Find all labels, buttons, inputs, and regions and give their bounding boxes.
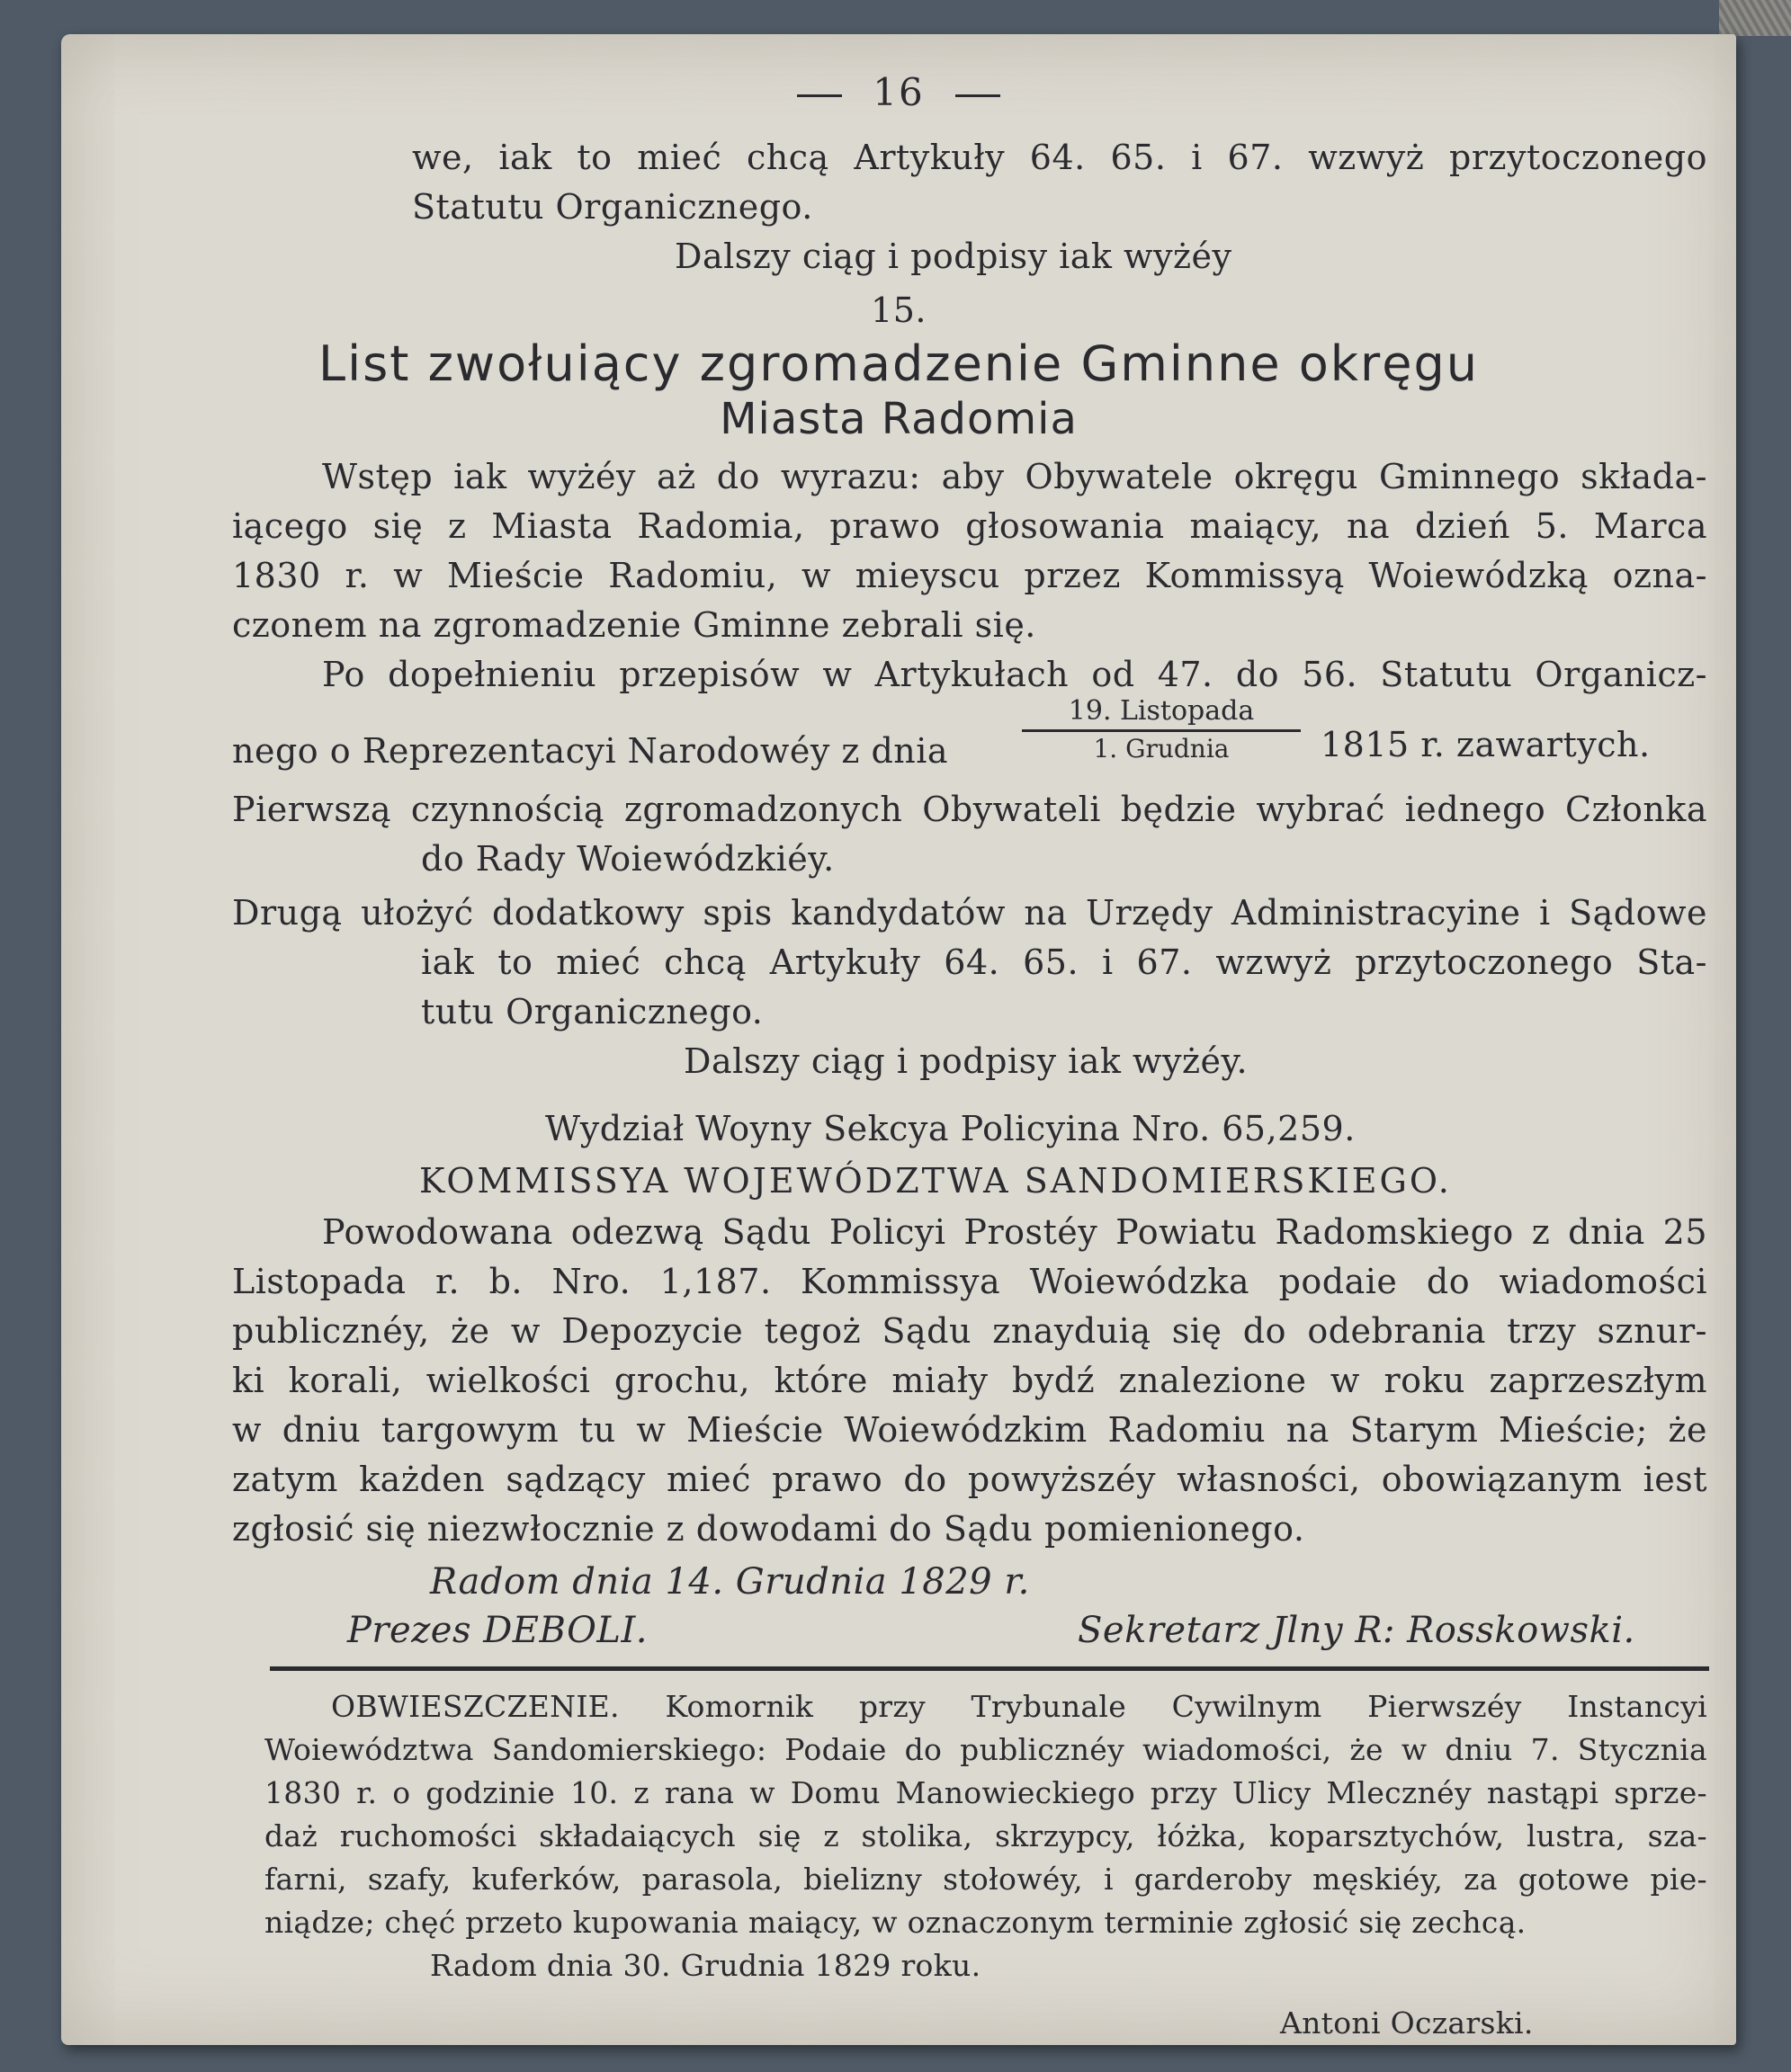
section-number: 15. (871, 290, 927, 330)
text-line: tutu Organicznego. (421, 992, 764, 1032)
text-line: Dalszy ciąg i podpisy iak wyżéy (675, 237, 1232, 276)
text-line: zgłosić się niezwłocznie z dowodami do Sądu pomienionego. (232, 1509, 1305, 1549)
fraction-bar (1022, 729, 1301, 732)
text-line: zatym każden sądzący mieć prawo do powyższéy własności, obowiązanym iest (232, 1460, 1707, 1499)
text-line: 1830 r. w Mieście Radomiu, w mieyscu przez Kommissyą Woiewódzką ozna- (232, 556, 1707, 595)
binding-thread (1719, 0, 1791, 36)
separator-rule (270, 1666, 1709, 1671)
text-line: czonem na zgromadzenie Gminne zebrali się. (232, 605, 1036, 645)
announcement-date: Radom dnia 30. Grudnia 1829 roku. (430, 1948, 981, 1983)
commission-heading: KOMMISSYA WOJEWÓDZTWA SANDOMIERSKIEGO. (419, 1161, 1452, 1201)
text-line: nego o Reprezentacyi Narodowéy z dnia (232, 731, 949, 771)
text-line: Dalszy ciąg i podpisy iak wyżéy. (684, 1041, 1249, 1081)
announcement-signature: Antoni Oczarski. (1280, 2005, 1534, 2041)
secretary-signature: Sekretarz Jlny R: Rosskowski. (1078, 1610, 1635, 1651)
text-line: iącego się z Miasta Radomia, prawo głosowania maiący, na dzień 5. Marca (232, 506, 1707, 546)
text-line: do Rady Woiewódzkiéy. (421, 839, 835, 879)
announcement-line: farni, szafy, kuferków, parasola, bielizny stołowéy, i garderoby męskiéy, za gotowe pie- (264, 1862, 1707, 1897)
president-signature: Prezes DEBOLI. (347, 1610, 648, 1651)
department-line: Wydział Woyny Sekcya Policyina Nro. 65,259. (545, 1109, 1356, 1148)
date-line: Radom dnia 14. Grudnia 1829 r. (430, 1561, 1030, 1603)
text-line: Listopada r. b. Nro. 1,187. Kommissya Woiewódzka podaie do wiadomości (232, 1262, 1707, 1301)
announcement-line: Woiewództwa Sandomierskiego: Podaie do publicznéy wiadomości, że w dniu 7. Stycznia (264, 1732, 1707, 1767)
fraction-numerator: 19. Listopada (1068, 695, 1255, 727)
text-line: publicznéy, że w Depozycie tegoż Sądu znayduią się do odebrania trzy sznur- (232, 1311, 1707, 1351)
announcement-line: OBWIESZCZENIE. Komornik przy Trybunale Cywilnym Pierwszéy Instancyi (331, 1689, 1707, 1724)
notice-title: List zwołuiący zgromadzenie Gminne okręgu (318, 335, 1479, 392)
text-line: Pierwszą czynnością zgromadzonych Obywateli będzie wybrać iednego Członka (232, 790, 1707, 829)
announcement-line: niądze; chęć przeto kupowania maiący, w oznaczonym terminie zgłosić się zechcą. (264, 1905, 1527, 1940)
text-line: Po dopełnieniu przepisów w Artykułach od 47. do 56. Statutu Organicz- (322, 655, 1707, 694)
announcement-line: daż ruchomości składaiących się z stolika, skrzypcy, łóżka, koparsztychów, lustra, sza- (264, 1818, 1707, 1853)
fraction-denominator: 1. Grudnia (1093, 734, 1230, 764)
page-number-text: 16 (873, 70, 925, 114)
text-line: Powodowana odezwą Sądu Policyi Prostéy Powiatu Radomskiego z dnia 25 (322, 1212, 1707, 1252)
date-fraction (1022, 695, 1301, 764)
announcement-line: 1830 r. o godzinie 10. z rana w Domu Manowieckiego przy Ulicy Mlecznéy nastąpi sprze- (264, 1775, 1707, 1810)
text-line: Statutu Organicznego. (412, 187, 813, 227)
text-line: Wstęp iak wyżéy aż do wyrazu: aby Obywatele okręgu Gminnego składa- (322, 457, 1707, 496)
text-line: w dniu targowym tu w Mieście Woiewódzkim Radomiu na Starym Mieście; że (232, 1410, 1707, 1450)
text-line: ki korali, wielkości grochu, które miały bydź znalezione w roku zaprzeszłym (232, 1361, 1707, 1400)
notice-subtitle: Miasta Radomia (720, 394, 1078, 444)
page-number-dash-left (797, 94, 842, 97)
text-line: iak to mieć chcą Artykuły 64. 65. i 67. wzwyż przytoczonego Sta- (421, 942, 1707, 982)
document-page (61, 34, 1736, 2045)
text-line: Drugą ułożyć dodatkowy spis kandydatów na Urzędy Administracyine i Sądowe (232, 893, 1707, 933)
page-number-dash-right (955, 94, 1000, 97)
text-line: we, iak to mieć chcą Artykuły 64. 65. i 67. wzwyż przytoczonego (412, 138, 1707, 177)
text-line: 1815 r. zawartych. (1321, 725, 1651, 764)
page-number (61, 70, 1736, 114)
